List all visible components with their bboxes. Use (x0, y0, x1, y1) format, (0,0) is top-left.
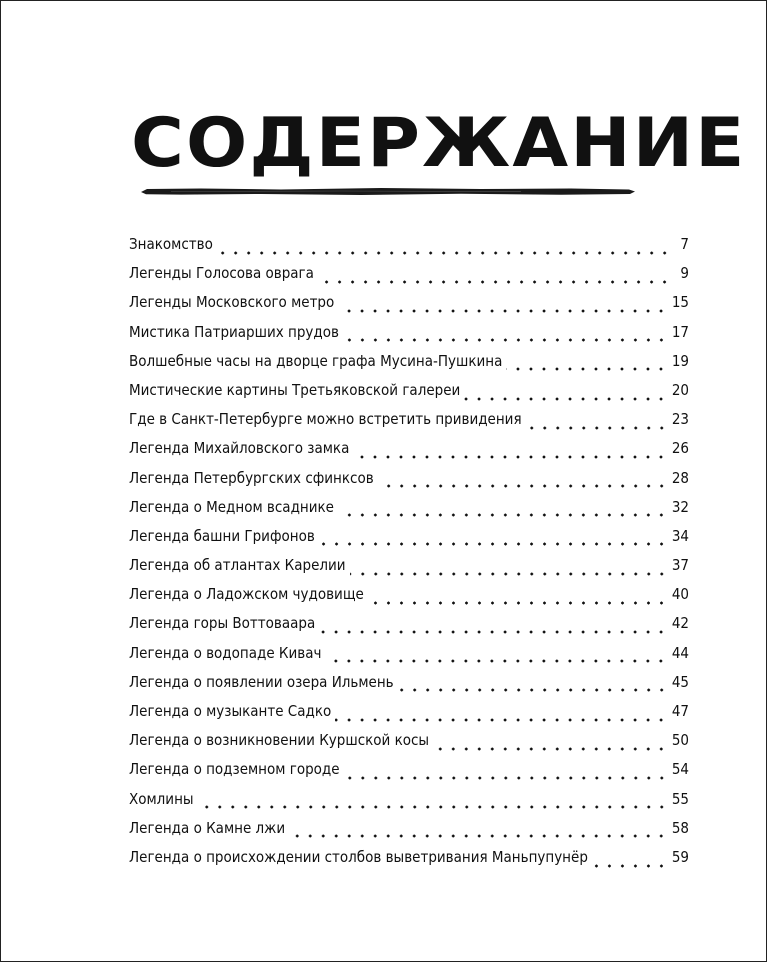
toc-entry (129, 644, 689, 673)
toc-entry-title: Легенда о Ладожском чудовище (129, 585, 364, 604)
dot-leader (318, 280, 671, 284)
toc-entry-page: 26 (671, 439, 689, 458)
toc-entry-page: 37 (671, 556, 689, 575)
dot-leader (343, 338, 668, 342)
dot-leader (319, 630, 668, 634)
toc-entry (129, 439, 689, 468)
toc-entry-page: 59 (671, 847, 689, 866)
toc-entry (129, 498, 689, 527)
toc-entry-title: Где в Санкт-Петербурге можно встретить привидения (129, 410, 522, 429)
toc-entry-title: Легенда о возникновении Куршской косы (129, 731, 430, 750)
toc-entry (129, 673, 689, 702)
toc-entry-page: 34 (671, 526, 689, 545)
toc-entry (129, 848, 689, 877)
dot-leader (350, 572, 668, 576)
dot-leader (335, 718, 668, 722)
dot-leader (378, 484, 668, 488)
toc-entry-page: 45 (671, 672, 689, 691)
toc-entry-page: 47 (671, 702, 689, 720)
toc-entry (129, 264, 689, 293)
toc-entry (129, 352, 689, 381)
toc-entry (129, 235, 689, 264)
toc-entry-page: 50 (671, 731, 689, 750)
toc-entry-title: Мистика Патриарших прудов (129, 322, 339, 341)
dot-leader (338, 513, 668, 517)
toc-entry-page: 55 (671, 789, 689, 808)
toc-entry (129, 819, 689, 848)
toc-entry-page: 23 (671, 410, 689, 429)
toc-entry (129, 469, 689, 498)
brush-underline (141, 187, 635, 196)
dot-leader (506, 367, 667, 371)
dot-leader (325, 659, 667, 663)
toc-entry-title: Легенда о водопаде Кивач (129, 643, 322, 662)
dot-leader (433, 747, 668, 751)
toc-entry-page: 32 (671, 497, 689, 516)
toc-entry-title: Легенда об атлантах Карелии (129, 556, 346, 575)
toc-entry-title: Знакомство (129, 235, 213, 253)
dot-leader (217, 251, 671, 255)
toc-entry (129, 410, 689, 439)
toc-entry (129, 760, 689, 789)
dot-leader (592, 864, 668, 868)
toc-entry-page: 15 (671, 293, 689, 312)
dot-leader (368, 601, 668, 605)
toc-entry-title: Хомлины (129, 789, 194, 808)
toc-entry-title: Легенда о Медном всаднике (129, 497, 334, 516)
toc-entry-title: Легенда Петербургских сфинксов (129, 468, 374, 487)
toc-entry-page: 44 (671, 643, 689, 662)
toc-entry-title: Легенда о появлении озера Ильмень (129, 672, 394, 691)
toc-entry (129, 323, 689, 352)
toc-entry (129, 585, 689, 614)
toc-entry-page: 28 (671, 468, 689, 487)
toc-entry (129, 614, 689, 643)
toc-entry-title: Легенда о происхождении столбов выветривания Маньпупунёр (129, 847, 588, 866)
toc-entry (129, 527, 689, 556)
toc-entry (129, 556, 689, 585)
toc-entry-page: 7 (680, 235, 689, 253)
toc-entry-title: Легенды Голосова оврага (129, 264, 314, 283)
dot-leader (353, 455, 667, 459)
toc-entry-page: 19 (671, 351, 689, 370)
toc-entry-title: Легенда горы Воттоваара (129, 614, 316, 633)
page-title: СОДЕРЖАНИЕ (131, 104, 747, 183)
toc-entry-page: 54 (671, 760, 689, 779)
dot-leader (289, 834, 668, 838)
toc-entry (129, 702, 689, 731)
toc-entry-page: 58 (671, 818, 689, 837)
dot-leader (526, 426, 668, 430)
dot-leader (198, 805, 668, 809)
table-of-contents (129, 235, 689, 877)
toc-entry-page: 20 (671, 380, 689, 399)
dot-leader (338, 309, 668, 313)
toc-entry-title: Волшебные часы на дворце графа Мусина-Пушкина (129, 351, 503, 370)
toc-entry-title: Легенды Московского метро (129, 293, 335, 312)
toc-entry-page: 9 (680, 264, 689, 283)
dot-leader (319, 542, 668, 546)
toc-entry-title: Легенда о подземном городе (129, 760, 340, 779)
toc-entry-title: Легенда башни Грифонов (129, 526, 315, 545)
toc-entry-title: Легенда Михайловского замка (129, 439, 350, 458)
toc-entry-page: 42 (671, 614, 689, 633)
toc-entry (129, 731, 689, 760)
dot-leader (464, 397, 668, 401)
toc-entry-title: Легенда о музыканте Садко (129, 702, 332, 720)
toc-entry (129, 293, 689, 322)
toc-entry-title: Мистические картины Третьяковской галереи (129, 380, 461, 399)
toc-entry-page: 17 (671, 322, 689, 341)
toc-entry-title: Легенда о Камне лжи (129, 818, 286, 837)
toc-entry (129, 790, 689, 819)
dot-leader (344, 776, 668, 780)
dot-leader (398, 688, 668, 692)
toc-entry (129, 381, 689, 410)
toc-entry-page: 40 (671, 585, 689, 604)
